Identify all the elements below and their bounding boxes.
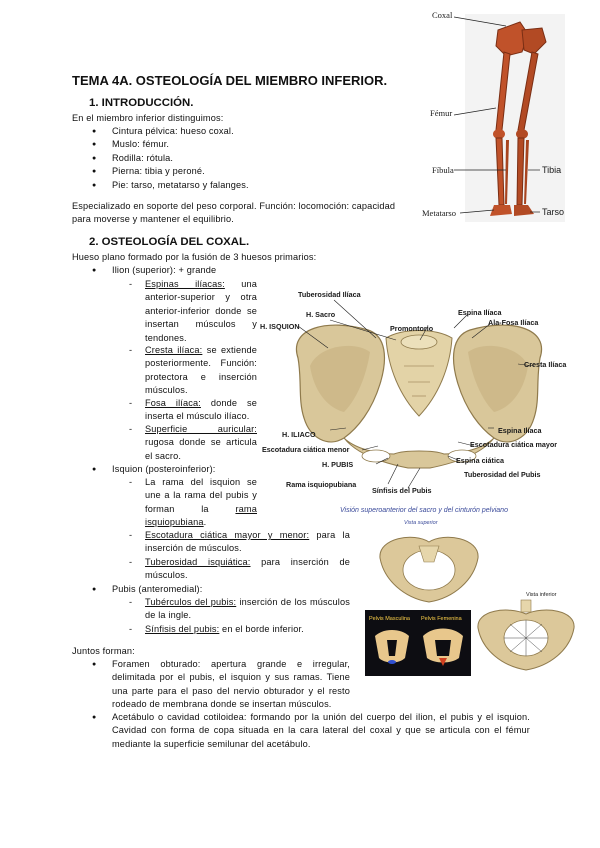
- pelvis-label-espina-iliaca-top: Espina Ilíaca: [458, 308, 502, 317]
- pelvis-top-view-illustration: [374, 518, 484, 608]
- pubis-sinfisis: - Sínfisis del pubis: en el borde inferior.: [145, 623, 350, 636]
- pelvis-label-cresta: Cresta Ilíaca: [524, 360, 567, 369]
- pelvis-figure: [258, 288, 580, 500]
- top-view-caption: Vista superior: [404, 520, 438, 526]
- pelvis-inferior-view-illustration: [474, 592, 578, 672]
- isquion-tuberosidad: - Tuberosidad isquiática: para inserción de músculos.: [145, 556, 350, 583]
- ilion-superficie: - Superficie auricular: rugosa donde se articula el sacro.: [145, 423, 257, 463]
- list-item: ● Muslo: fémur.: [112, 138, 249, 151]
- leg-label-tarso: Tarso: [542, 207, 565, 217]
- ilion-cresta: - Cresta ilíaca: se extiende posteriormente. Función: protectora e inserción músculos.: [145, 344, 257, 398]
- ilion-fosa: - Fosa ilíaca: donde se inserta el músculo ilíaco.: [145, 397, 257, 424]
- pelvis-inferior-view-figure: [474, 592, 578, 672]
- function-paragraph-line1: Especializado en soporte del peso corporal. Función: locomoción: capacidad: [72, 201, 396, 211]
- isquion-label: ● Isquion (posteroinferior):: [112, 463, 215, 476]
- pelvis-caption: Visión superoanterior del sacro y del cinturón pelviano: [340, 507, 508, 514]
- intro-text: En el miembro inferior distinguimos:: [72, 113, 224, 123]
- pelvis-top-view-figure: [374, 518, 484, 608]
- pelvis-label-h-iliaco: H. ILIACO: [282, 430, 316, 439]
- pelvis-label-h-pubis: H. PUBIS: [322, 460, 354, 469]
- leg-label-metatarso: Metatarso: [422, 208, 456, 218]
- pubis-label: ● Pubis (anteromedial):: [112, 583, 202, 596]
- isquion-escotadura: - Escotadura ciática mayor y menor: para la inserción de músculos.: [145, 529, 350, 556]
- pelvis-label-ala-fosa: Ala-Fosa Ilíaca: [488, 318, 539, 327]
- pelvis-label-espina-iliaca: Espina Ilíaca: [498, 426, 542, 435]
- isquion-rama: - La rama del isquion se une a la rama del pubis y forman la rama isquiopubiana.: [145, 476, 257, 530]
- pelvis-label-h-sacro: H. Sacro: [306, 310, 336, 319]
- page-title: TEMA 4A. OSTEOLOGÍA DEL MIEMBRO INFERIOR.: [72, 73, 388, 88]
- pubis-tuberculos: - Tubérculos del pubis: inserción de los músculos de la ingle.: [145, 596, 350, 623]
- inferior-view-caption: Vista inferior: [526, 592, 557, 598]
- leg-label-femur: Fémur: [430, 108, 453, 118]
- juntos-forman: Juntos forman:: [72, 646, 135, 656]
- coxal-intro: Hueso plano formado por la fusión de 3 huesos primarios:: [72, 252, 317, 262]
- pelvis-label-h-isquion: H. ISQUION: [260, 322, 300, 331]
- dark-label-masculina: Pelvis Masculina: [369, 616, 410, 622]
- leg-label-tibia: Tibia: [542, 165, 562, 175]
- pelvis-label-sinfisis: Sínfisis del Pubis: [372, 486, 432, 495]
- section-heading-introduccion: 1. INTRODUCCIÓN.: [89, 97, 194, 109]
- pelvis-label-promontorio: Promontorio: [390, 324, 434, 333]
- pelvis-label-esc-menor: Escotadura ciática menor: [262, 445, 350, 454]
- acetabulo: ● Acetábulo o cavidad cotiloidea: formando por la unión del cuerpo del ilion, el pubis y el isquion. Cavidad con forma de copa situada en la cara lateral del coxal y que se articula con el fémur mediante la superficie semilunar del acetábulo.: [112, 711, 530, 751]
- pelvis-label-rama-isquiopubiana: Rama isquiopubiana: [286, 480, 357, 489]
- list-item: ● Cintura pélvica: hueso coxal.: [112, 125, 249, 138]
- pelvis-label-tuberosidad-iliaca: Tuberosidad Ilíaca: [298, 290, 361, 299]
- list-item: ● Rodilla: rótula.: [112, 152, 249, 165]
- pelvis-label-espina-ciatica: Espina ciática: [456, 456, 504, 465]
- leg-label-coxal: Coxal: [432, 10, 453, 20]
- dark-label-femenina: Pelvis Femenina: [421, 616, 462, 622]
- pelvis-comparison-panel: [365, 610, 471, 676]
- ilion-label: ● Ilion (superior): + grande: [112, 264, 216, 277]
- function-paragraph-line2: para moverse y mantener el equilibrio.: [72, 214, 234, 224]
- list-item: ● Pie: tarso, metatarso y falanges.: [112, 179, 249, 192]
- leg-label-fibula: Fíbula: [432, 165, 454, 175]
- foramen-obturado: ● Foramen obturado: apertura grande e irregular, delimitada por el pubis, el isquion y sus ramas. Tiene una parte para el paso del nervio obturador y el resto rodeado de membrana donde se insertan músculos.: [112, 658, 350, 712]
- pelvis-label-tuberosidad-pubis: Tuberosidad del Pubis: [464, 470, 541, 479]
- pelvis-label-esc-mayor: Escotadura ciática mayor: [470, 440, 558, 449]
- leg-skeleton-figure: [410, 0, 600, 232]
- parts-list: [112, 125, 249, 192]
- ilion-espinas: - Espinas ilíacas: una anterior-superior y otra anterior-inferior donde se insertan músculos y tendones.: [145, 278, 257, 345]
- list-item: ● Pierna: tibia y peroné.: [112, 165, 249, 178]
- section-heading-coxal: 2. OSTEOLOGÍA DEL COXAL.: [89, 236, 250, 248]
- pelvis-comparison-illustration: [365, 610, 471, 676]
